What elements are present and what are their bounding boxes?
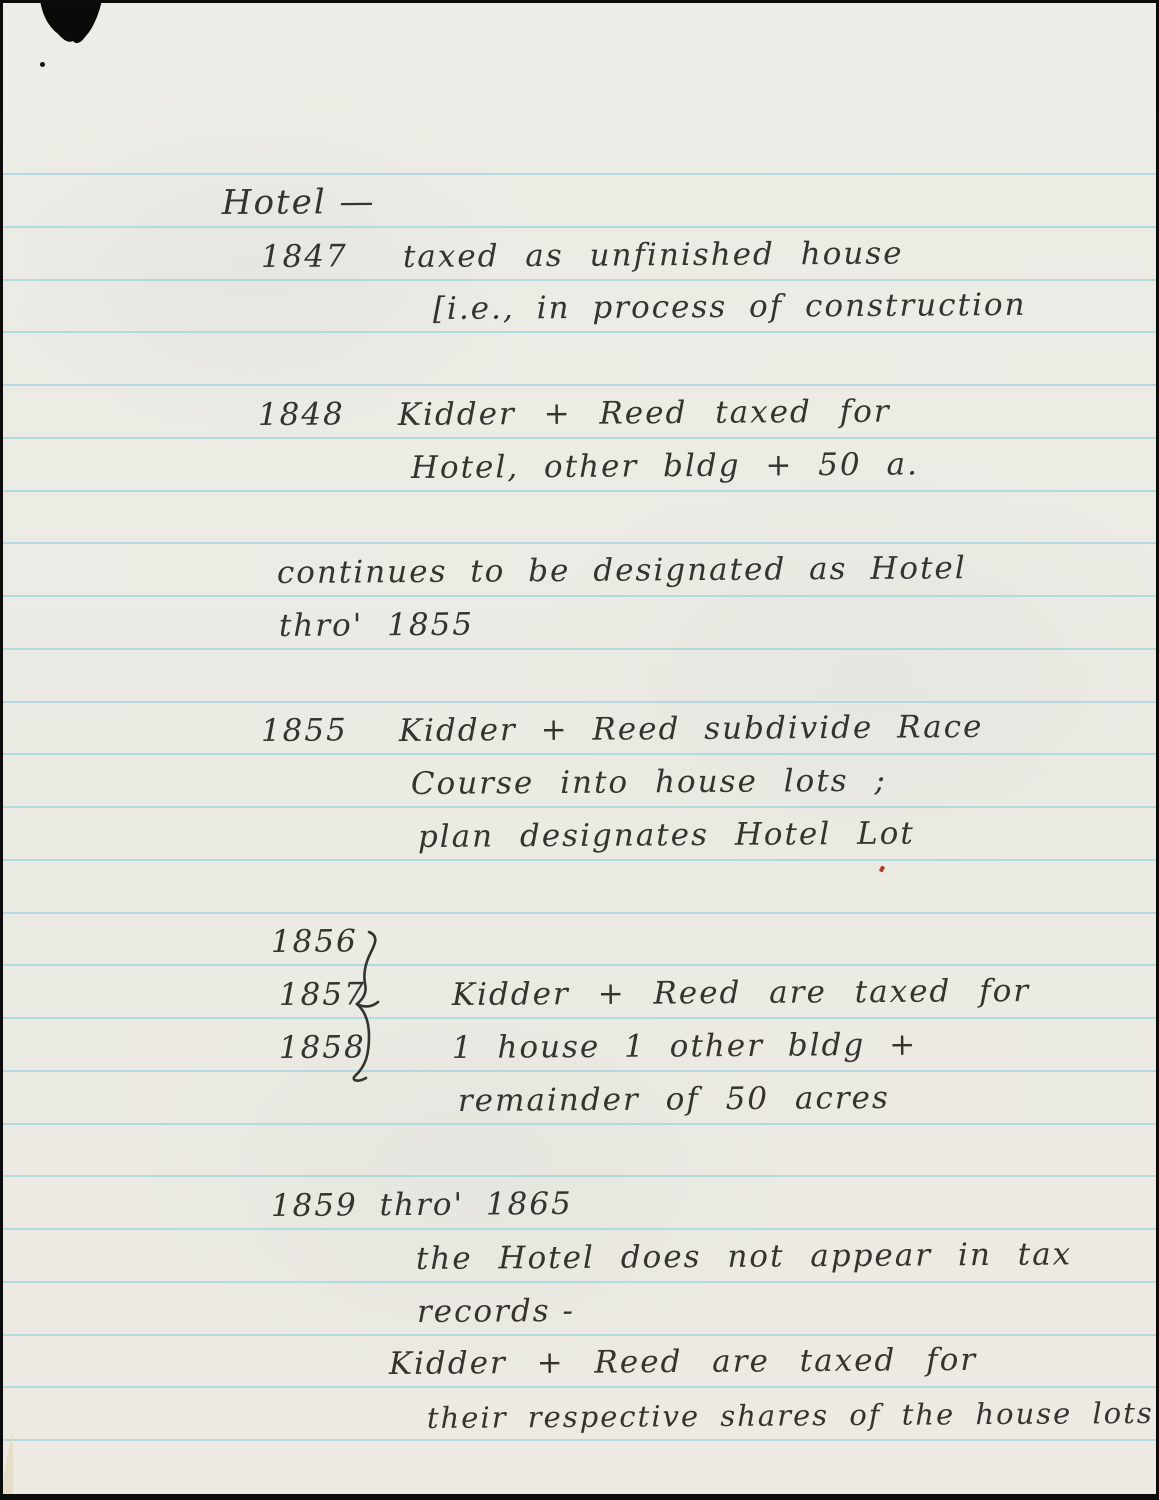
handwriting-line: 1857: [278, 976, 366, 1013]
handwriting-line: [i.e., in process of construction: [432, 286, 1027, 328]
ruled-line: [0, 384, 1159, 386]
handwriting-line: continues to be designated as Hotel: [276, 550, 967, 591]
scan-edge-bottom: [0, 1494, 1159, 1500]
ruled-line: [0, 701, 1159, 703]
ruled-line: [0, 1439, 1159, 1441]
ruled-line: [0, 1281, 1159, 1283]
scan-edge-left: [0, 0, 3, 1500]
ruled-line: [0, 437, 1159, 439]
scan-edge-top: [0, 0, 1159, 3]
ruled-line: [0, 542, 1159, 544]
handwriting-line: Course into house lots ;: [410, 762, 888, 802]
handwriting-line: 1 house 1 other bldg +: [451, 1026, 918, 1066]
ruled-line: [0, 226, 1159, 228]
handwriting-line: Kidder + Reed are taxed for: [451, 972, 1031, 1013]
ruled-line: [0, 595, 1159, 597]
handwriting-line: 1856: [270, 923, 358, 960]
ruled-line: [0, 1334, 1159, 1336]
ruled-line: [0, 173, 1159, 175]
ruled-line: [0, 1175, 1159, 1177]
ruled-line: [0, 279, 1159, 281]
handwriting-line: thro' 1855: [278, 606, 475, 644]
handwriting-line: 1847: [260, 238, 348, 276]
ink-dot: [40, 62, 45, 67]
ruled-line: [0, 859, 1159, 861]
handwriting-line: Kidder + Reed subdivide Race: [398, 708, 984, 749]
handwriting-line: Hotel, other bldg + 50 a.: [410, 446, 919, 487]
handwriting-line: Kidder + Reed are taxed for: [388, 1341, 978, 1382]
ruled-line: [0, 753, 1159, 755]
handwriting-line: 1858: [278, 1029, 366, 1066]
handwriting-line: records -: [416, 1292, 576, 1330]
handwriting-line: 1848: [257, 396, 345, 434]
ink-blot: [36, 0, 108, 48]
handwriting-line: 1855: [260, 712, 348, 749]
ruled-line: [0, 912, 1159, 914]
handwriting-line: plan designates Hotel Lot: [417, 815, 915, 855]
ruled-line: [0, 964, 1159, 966]
handwriting-line: the Hotel does not appear in tax: [415, 1236, 1073, 1277]
handwriting-line: their respective shares of the house lots: [426, 1395, 1154, 1435]
ruled-line: [0, 1228, 1159, 1230]
handwriting-line: remainder of 50 acres: [457, 1079, 890, 1119]
red-pen-speck: [879, 865, 885, 872]
ruled-line: [0, 1386, 1159, 1388]
ruled-line: [0, 490, 1159, 492]
ruled-line: [0, 1123, 1159, 1125]
ruled-line: [0, 1017, 1159, 1019]
ruled-line: [0, 1070, 1159, 1072]
handwriting-line: Hotel —: [221, 181, 376, 223]
ruled-line: [0, 331, 1159, 333]
ruled-line: [0, 806, 1159, 808]
handwriting-line: 1859 thro' 1865: [270, 1185, 573, 1224]
handwriting-line: taxed as unfinished house: [402, 235, 904, 276]
ruled-line: [0, 648, 1159, 650]
handwriting-line: Kidder + Reed taxed for: [397, 393, 891, 434]
